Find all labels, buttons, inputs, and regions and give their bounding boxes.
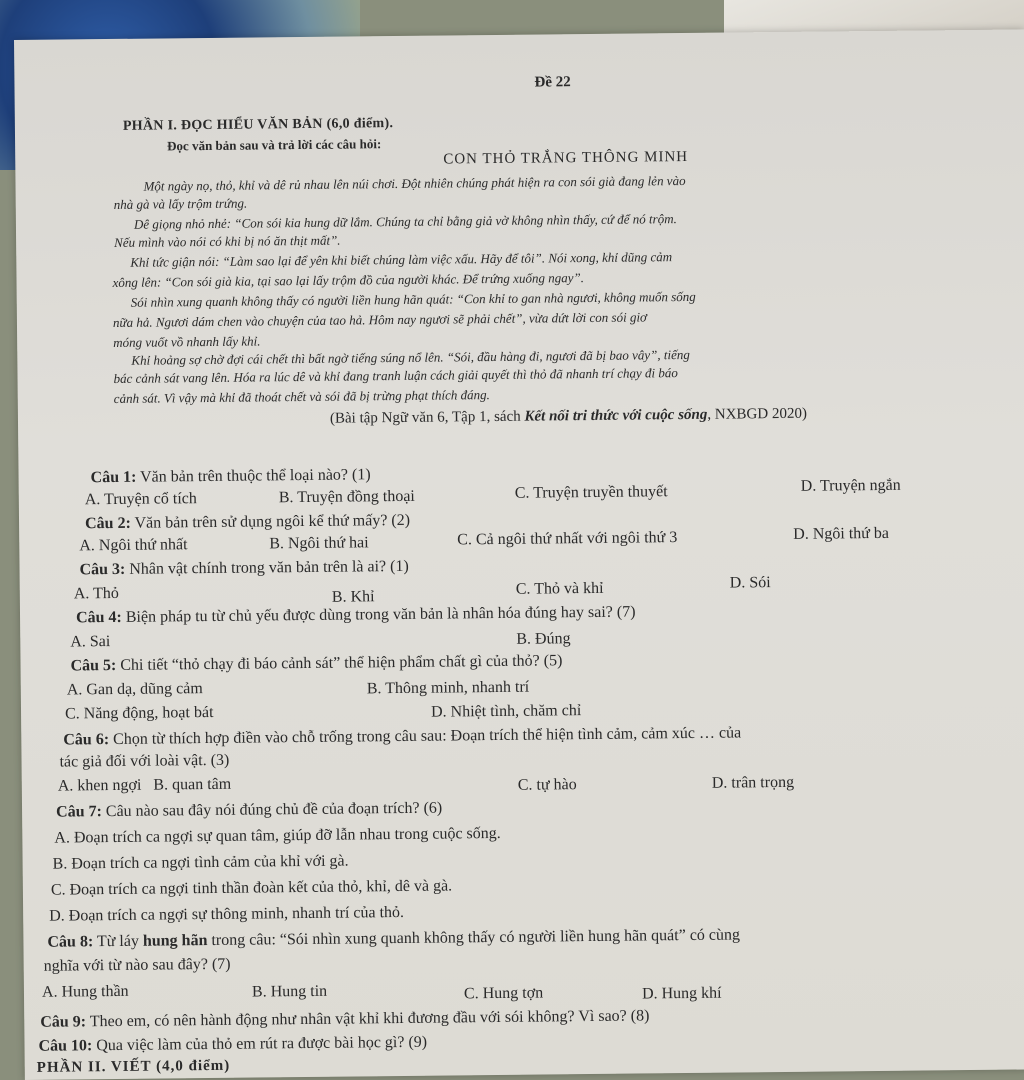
story-title: CON THỎ TRẮNG THÔNG MINH: [443, 148, 689, 168]
option: B. Truyện đồng thoại: [278, 487, 415, 507]
story-line: xông lên: “Con sói già kia, tại sao lại lấy trộm đồ của người khác. Để trứng xuống ngay”.: [112, 270, 584, 290]
question-7: Câu 7: Câu nào sau đây nói đúng chủ đề của đoạn trích? (6): [55, 799, 443, 821]
option: D. Nhiệt tình, chăm chỉ: [430, 702, 582, 721]
option: C. Thỏ và khỉ: [515, 579, 604, 598]
option: C. Đoạn trích ca ngợi tinh thần đoàn kết của thỏ, khỉ, dê và gà.: [50, 877, 453, 899]
story-line: Nếu mình vào nói có khi bị nó ăn thịt mất”.: [114, 232, 341, 250]
story-line: bác cảnh sát vang lên. Hóa ra lúc dê và khỉ đang tranh luận cách giải quyết thì thỏ đã nhanh trí chạy đi báo: [113, 365, 678, 386]
option: A. Đoạn trích ca ngợi sự quan tâm, giúp đỡ lẫn nhau trong cuộc sống.: [54, 824, 501, 847]
story-line: cảnh sát. Vì vậy mà khỉ đã thoát chết và sói đã bị trừng phạt thích đáng.: [113, 387, 490, 406]
option: B. Đoạn trích ca ngợi tình cảm của khỉ với gà.: [52, 852, 349, 873]
option: A. Hung thần: [41, 982, 129, 1001]
option: A. khen ngợi B. quan tâm: [57, 775, 232, 795]
option: C. Năng động, hoạt bát: [64, 703, 214, 723]
option: B. Hung tin: [251, 982, 328, 1001]
story-line: Một ngày nọ, thỏ, khỉ và dê rủ nhau lên núi chơi. Đột nhiên chúng phát hiện ra con sói già đang lẻn vào: [143, 172, 686, 194]
question-5: Câu 5: Chi tiết “thỏ chạy đi báo cảnh sát” thể hiện phẩm chất gì của thỏ? (5): [70, 652, 563, 675]
question-6: Câu 6: Chọn từ thích hợp điền vào chỗ trống trong câu sau: Đoạn trích thể hiện tình cảm, cảm xúc … của: [63, 724, 742, 749]
question-1: Câu 1: Văn bản trên thuộc thể loại nào? (1): [90, 466, 371, 487]
option: B. Thông minh, nhanh trí: [366, 678, 530, 698]
option: D. Sói: [729, 574, 771, 592]
option: C. Truyện truyền thuyết: [514, 483, 668, 502]
option: A. Thỏ: [73, 584, 119, 603]
story-line: nữa hả. Ngươi dám chen vào chuyện của tao hả. Hôm nay ngươi sẽ phải chết”, vừa dứt lời con sói giơ: [112, 309, 648, 330]
story-line: móng vuốt vồ nhanh lấy khỉ.: [113, 333, 261, 350]
question-2: Câu 2: Văn bản trên sử dụng ngôi kể thứ mấy? (2): [84, 511, 411, 533]
story-line: Khỉ hoảng sợ chờ đợi cái chết thì bất ngờ tiếng súng nổ lên. “Sói, đầu hàng đi, ngươi đã bị bao vây”, tiếng: [131, 346, 690, 368]
option: D. Đoạn trích ca ngợi sự thông minh, nhanh trí của thỏ.: [49, 903, 405, 925]
question-4: Câu 4: Biện pháp tu từ chủ yếu được dùng trong văn bản là nhân hóa đúng hay sai? (7): [75, 603, 636, 627]
exam-number: Đề 22: [534, 74, 571, 91]
question-8-continued: nghĩa với từ nào sau đây? (7): [43, 955, 231, 975]
option: D. Ngôi thứ ba: [793, 524, 890, 543]
question-9: Câu 9: Theo em, có nên hành động như nhân vật khỉ khi đương đầu với sói không? Vì sao? (8): [40, 1007, 650, 1031]
story-line: nhà gà và lấy trộm trứng.: [113, 195, 248, 212]
question-10: Câu 10: Qua việc làm của thỏ em rút ra được bài học gì? (9): [38, 1033, 428, 1055]
option: B. Khỉ: [331, 588, 375, 606]
story-line: Khỉ tức giận nói: “Làm sao lại để yên khi biết chúng làm việc xấu. Hãy để tôi”. Nói xong, khỉ dũng cảm: [130, 249, 673, 270]
option: D. Hung khí: [641, 984, 722, 1003]
option: B. Ngôi thứ hai: [269, 534, 369, 553]
exam-sheet: [14, 29, 1024, 1080]
option: A. Truyện cổ tích: [84, 490, 197, 509]
option: D. Truyện ngắn: [800, 476, 901, 495]
question-8: Câu 8: Từ láy hung hãn trong câu: “Sói nhìn xung quanh không thấy có người liền hung hãn quát” có cùng: [47, 926, 741, 951]
option: D. trân trọng: [711, 773, 795, 792]
question-6-continued: tác giả đối với loài vật. (3): [59, 751, 230, 771]
story-line: Dê giọng nhỏ nhẻ: “Con sói kia hung dữ lắm. Chúng ta chỉ bằng giả vờ không nhìn thấy, cứ để nó trộm.: [133, 211, 677, 232]
section1-instruction: Đọc văn bản sau và trả lời các câu hỏi:: [167, 136, 382, 154]
section1-heading: PHẦN I. ĐỌC HIỂU VĂN BẢN (6,0 điểm).: [122, 116, 394, 134]
option: A. Sai: [70, 633, 111, 651]
question-3: Câu 3: Nhân vật chính trong văn bản trên là ai? (1): [79, 557, 409, 579]
option: C. tự hào: [517, 776, 577, 794]
section2-heading: PHẦN II. VIẾT (4,0 điểm): [36, 1057, 231, 1076]
option: A. Ngôi thứ nhất: [79, 536, 188, 555]
story-line: Sói nhìn xung quanh không thấy có người liền hung hãn quát: “Con khỉ to gan nhà ngươi, không muốn sống: [130, 288, 696, 310]
option: C. Hung tợn: [463, 984, 544, 1003]
option: C. Cả ngôi thứ nhất với ngôi thứ 3: [457, 529, 678, 549]
option: A. Gan dạ, dũng cảm: [66, 680, 203, 699]
story-source: (Bài tập Ngữ văn 6, Tập 1, sách Kết nối tri thức với cuộc sống, NXBGD 2020): [329, 405, 808, 427]
option: B. Đúng: [516, 630, 571, 648]
